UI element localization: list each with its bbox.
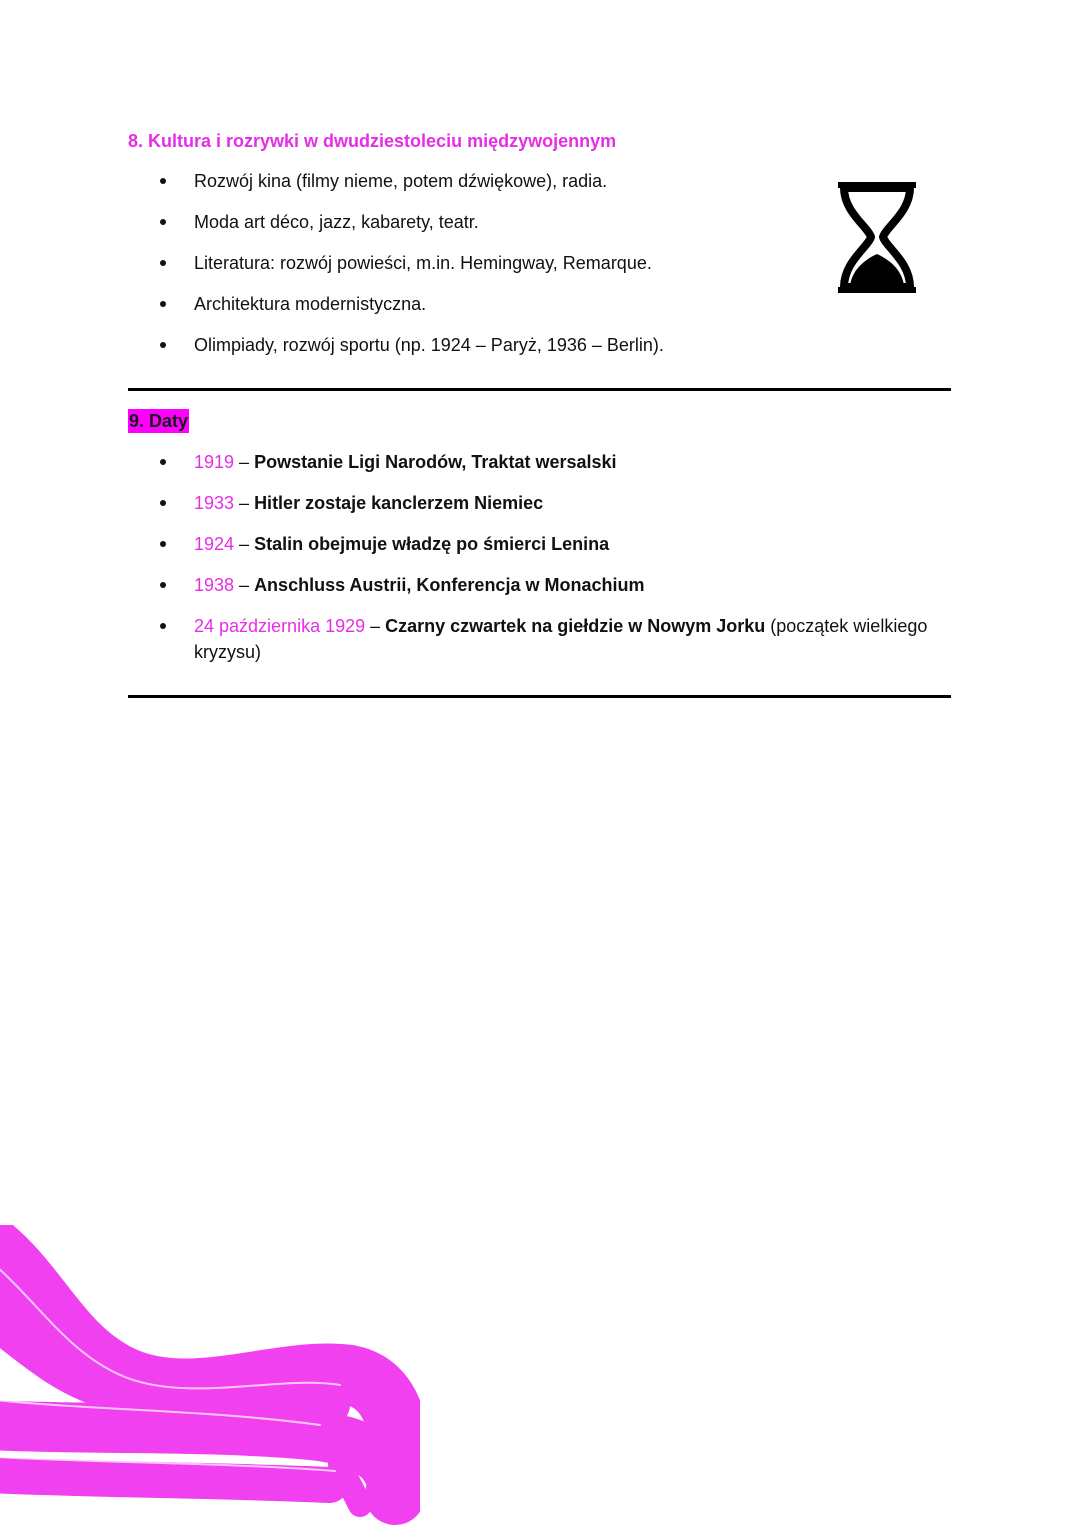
section-9-title: 9. Daty <box>129 411 189 431</box>
list-item <box>194 613 934 665</box>
pink-brush-swoosh <box>0 1225 420 1527</box>
date-separator: – <box>234 493 255 513</box>
event-text: Stalin obejmuje władzę po śmierci Lenina <box>254 534 610 554</box>
list-item <box>194 449 934 475</box>
list-item: Architektura modernistyczna. <box>194 291 934 317</box>
event-text: Czarny czwartek na giełdzie w Nowym Jorku <box>385 616 766 636</box>
date-label: 1919 <box>194 452 235 472</box>
event-text: Anschluss Austrii, Konferencja w Monachium <box>254 575 645 595</box>
date-separator: – <box>234 575 255 595</box>
date-separator: – <box>234 534 255 554</box>
event-note: (początek wielkiego kryzysu) <box>194 616 928 662</box>
list-item: Literatura: rozwój powieści, m.in. Hemingway, Remarque. <box>194 250 934 276</box>
list-item <box>194 572 934 598</box>
date-label: 1924 <box>194 534 235 554</box>
list-item <box>194 490 934 516</box>
list-item <box>194 531 934 557</box>
date-label: 1938 <box>194 575 235 595</box>
section-divider <box>128 695 951 698</box>
date-label: 1933 <box>194 493 235 513</box>
date-separator: – <box>234 452 255 472</box>
section-8-title: 8. Kultura i rozrywki w dwudziestoleciu międzywojennym <box>128 131 617 151</box>
event-text: Hitler zostaje kanclerzem Niemiec <box>254 493 544 513</box>
event-text: Powstanie Ligi Narodów, Traktat wersalski <box>254 452 617 472</box>
date-separator: – <box>365 616 386 636</box>
list-item: Moda art déco, jazz, kabarety, teatr. <box>194 209 934 235</box>
section-divider <box>128 388 951 391</box>
date-label: 24 października 1929 <box>194 616 366 636</box>
hourglass-icon <box>838 182 916 293</box>
list-item: Olimpiady, rozwój sportu (np. 1924 – Paryż, 1936 – Berlin). <box>194 332 934 358</box>
list-item: Rozwój kina (filmy nieme, potem dźwiękowe), radia. <box>194 168 934 194</box>
